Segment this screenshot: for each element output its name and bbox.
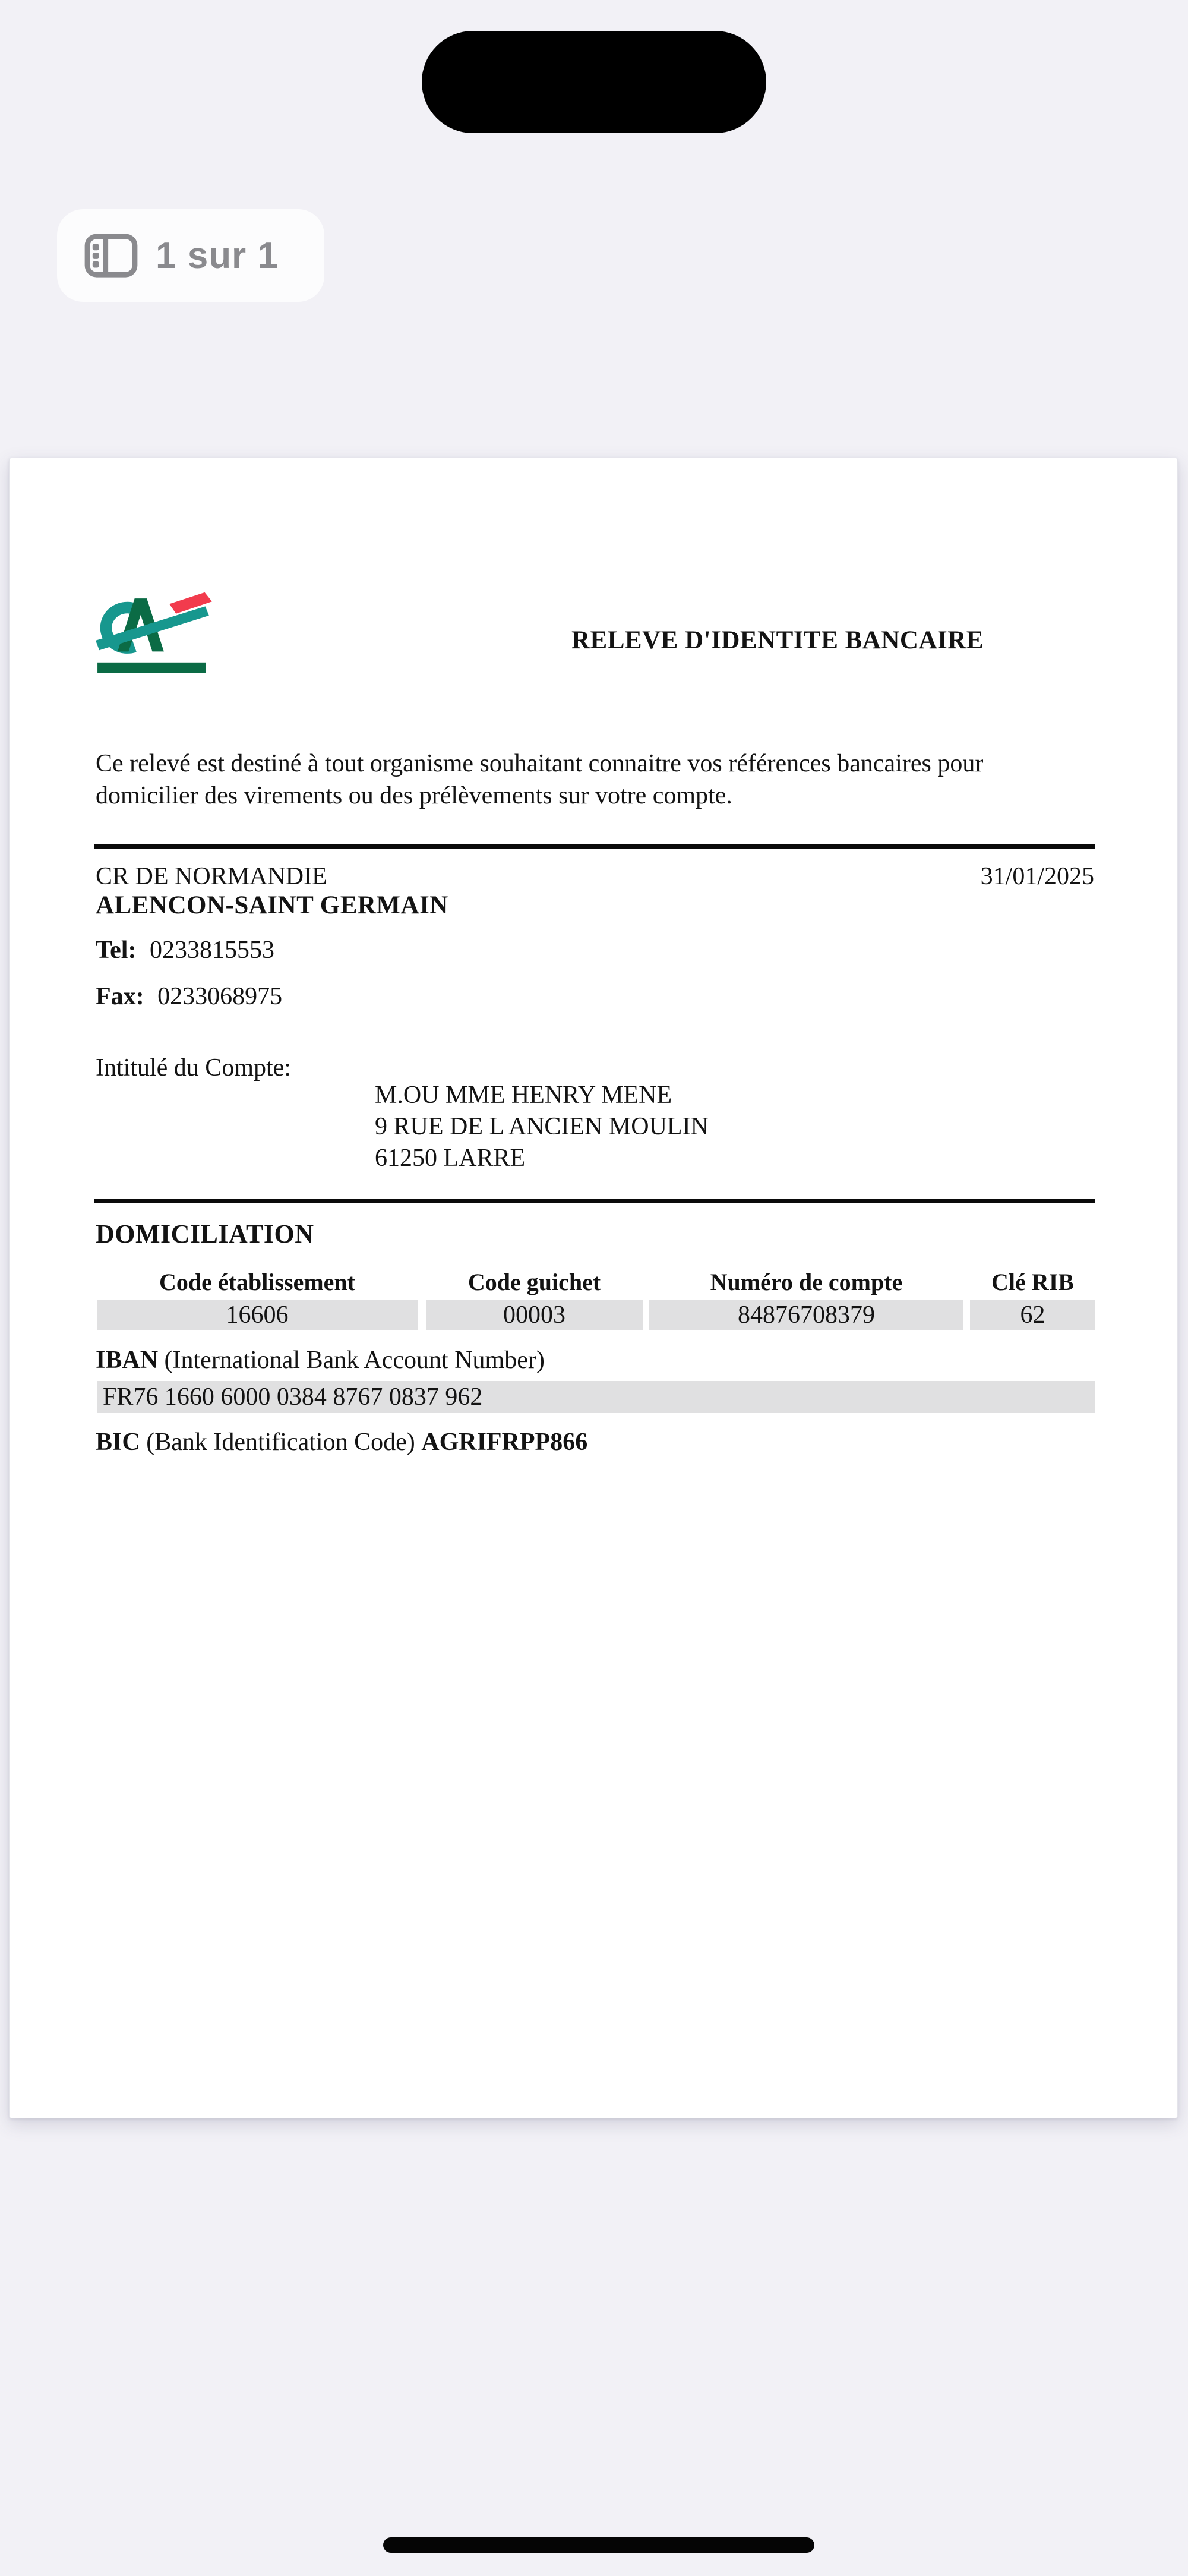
tel-line (96, 936, 274, 964)
iban-label: IBAN (96, 1347, 159, 1374)
holder-name: M.OU MME HENRY MENE (375, 1082, 672, 1109)
tel-value: 0233815553 (149, 937, 274, 964)
holder-street: 9 RUE DE L ANCIEN MOULIN (375, 1113, 709, 1140)
bank-branch: ALENCON-SAINT GERMAIN (96, 891, 448, 919)
tel-label: Tel: (96, 937, 137, 964)
table-value-cle-rib: 62 (970, 1300, 1095, 1330)
divider-rule-top (94, 844, 1095, 849)
document-title: RELEVE D'IDENTITE BANCAIRE (571, 626, 984, 654)
fax-line (96, 982, 282, 1011)
bic-label: BIC (96, 1429, 140, 1456)
home-indicator[interactable] (383, 2537, 814, 2553)
table-header-guichet: Code guichet (467, 1269, 601, 1295)
document-date: 31/01/2025 (980, 863, 1094, 890)
holder-city: 61250 LARRE (375, 1144, 526, 1172)
page-count-label: 1 sur 1 (156, 235, 279, 276)
bic-line (96, 1428, 587, 1456)
domiciliation-heading: DOMICILIATION (96, 1219, 314, 1248)
account-holder-label: Intitulé du Compte: (96, 1054, 291, 1082)
divider-rule-bottom (94, 1199, 1095, 1203)
bic-label-rest: (Bank Identification Code) (140, 1429, 422, 1456)
credit-agricole-logo (96, 590, 214, 673)
fax-value: 0233068975 (157, 983, 283, 1010)
intro-paragraph: Ce relevé est destiné à tout organisme souhaitant connaitre vos références bancaires pour domicilier des virements ou des prélèvements sur votre compte. (96, 750, 984, 809)
table-header-compte: Numéro de compte (710, 1269, 903, 1295)
table-value-compte: 84876708379 (649, 1300, 963, 1330)
document-page[interactable] (9, 458, 1178, 2118)
table-value-etablissement: 16606 (97, 1300, 418, 1330)
table-value-guichet: 00003 (426, 1300, 643, 1330)
table-header-etablissement: Code établissement (159, 1269, 355, 1295)
iban-label-line (96, 1346, 545, 1374)
dynamic-island (422, 31, 766, 133)
table-header-cle-rib: Clé RIB (991, 1269, 1074, 1295)
page-count-badge[interactable] (57, 209, 324, 302)
fax-label: Fax: (96, 983, 144, 1010)
bank-name: CR DE NORMANDIE (96, 863, 327, 890)
account-holder-address (375, 1080, 709, 1174)
bic-value: AGRIFRPP866 (421, 1429, 588, 1456)
iban-label-rest: (International Bank Account Number) (158, 1347, 545, 1374)
sidebar-pages-icon (83, 232, 139, 279)
iban-value: FR76 1660 6000 0384 8767 0837 962 (97, 1381, 1095, 1413)
